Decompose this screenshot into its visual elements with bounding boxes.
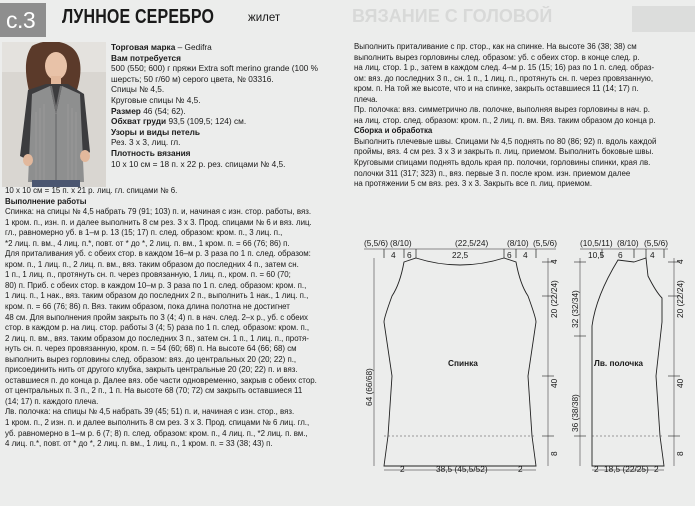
- front-edge-mark-1: 2: [594, 464, 599, 474]
- back-left-height: 64 (66/68): [364, 368, 374, 406]
- text-line: на протяжении 5 см вяз. рез. 3 х 3. Закрыть все п. лиц. приемом.: [354, 179, 593, 189]
- materials-line: Узоры и виды петель: [111, 126, 201, 137]
- text-line: выполнить вырез горловины след. образом: уб. с обеих стор. в конце след. р.: [354, 52, 640, 62]
- text-line: 1 лиц. п., 1 нак., вяз. таким образом до последних 2 п., выполнить 1 нак., 1 лиц. п.,: [5, 291, 309, 301]
- front-top-val-3: 4: [650, 250, 655, 260]
- text-line: нуть сн. п. через провязанную, кром. п. = 54 (60; 68) п. На высоте 64 (66; 68) см: [5, 344, 297, 354]
- back-top-dim-1: (5,5/6): [364, 238, 388, 248]
- text-line: стор. в каждом р. на лиц. стор. работы 3 (4; 5) раза по 1 п. след. образом: кром. п.,: [5, 323, 310, 333]
- back-edge-mark-2: 2: [518, 464, 523, 474]
- page-subtitle: жилет: [248, 12, 281, 24]
- back-top-val-1: 4: [391, 250, 396, 260]
- materials-line: 10 х 10 см = 18 п. х 22 р. рез. спицами № 4,5.: [111, 158, 286, 169]
- front-left-h-2: 36 (38/38): [570, 394, 580, 432]
- front-top-dim-2: (8/10): [617, 238, 639, 248]
- text-line: от центральных п. 3 п., 2 п., 1 п. На высоте 68 (70; 72) см закрыть оставшиеся 11: [5, 386, 303, 396]
- text-line: плеча.: [354, 94, 378, 104]
- text-line: проймы, вяз. 4 см рез. 3 х 3 и закрыть п. лиц. приемом. Выполнить боковые швы.: [354, 147, 654, 157]
- back-bottom-width: 38,5 (45,5/52): [436, 464, 488, 474]
- text-line: 1 кром. п., 2 изн. п. и далее выполнить 8 см рез. 3 х 3. Прод. спицами № 6 лиц. гл.,: [5, 418, 310, 428]
- front-right-h-1: 4: [675, 259, 685, 264]
- section-heading: Сборка и обработка: [354, 126, 433, 136]
- text-line: выполнить вырез горловины след. образом: вяз. до центральных 20 (20; 22) п.,: [5, 354, 297, 364]
- front-top-dim-1: (10,5/11): [580, 238, 613, 248]
- text-line: Спинка: на спицы № 4,5 набрать 79 (91; 103) п. и, начиная с изн. стор. работы, вяз.: [5, 207, 312, 217]
- materials-line: Рез. 3 х 3, лиц. гл.: [111, 137, 181, 148]
- materials-block: [111, 42, 343, 169]
- text-line: Пр. полочка: вяз. симметрично лв. полочке, выполняя вырез горловины в нач. р.: [354, 105, 650, 115]
- page-title: ЛУННОЕ СЕРЕБРО: [62, 6, 215, 28]
- text-line: 10 х 10 см = 15 п. х 21 р. лиц. гл. спицами № 6.: [5, 186, 178, 195]
- text-line: Выполнить плечевые швы. Спицами № 4,5 поднять по 80 (86; 92) п. вдоль каждой: [354, 136, 657, 146]
- back-edge-mark-1: 2: [400, 464, 405, 474]
- text-line: 48 см. Для выполнения пройм закрыть по 3 (4; 4) п. в нач. след. 2–х р., уб. с обеих: [5, 312, 308, 322]
- show-through-header: [352, 6, 695, 32]
- text-line: уб. равномерно в 1–м р. 6 (7; 8) п. след. образом: кром. п., 4 лиц. п., *2 лиц. п. вм.,: [5, 428, 308, 438]
- materials-line: Размер 46 (54; 62).: [111, 105, 186, 116]
- back-top-dim-3: (22,5/24): [455, 238, 489, 248]
- section-heading: Выполнение работы: [5, 196, 87, 206]
- materials-line: Плотность вязания: [111, 147, 191, 158]
- text-line: на лиц. стор. след. образом: кром. п., 2 лиц. п. вм. Вяз. таким образом до конца р.: [354, 115, 656, 125]
- instructions-right-column: [354, 42, 692, 190]
- text-line: 2 лиц. п. вм., вяз. таким образом до последних 3 п., затем сн. 1 п., 1 лиц. п., протя-: [5, 333, 309, 343]
- materials-line: Круговые спицы № 4,5.: [111, 94, 201, 105]
- text-line: (14; 17) п. каждого плеча.: [5, 396, 99, 406]
- text-line: полочки 311 (317; 323) п., вяз. первые 3 п. после кром. изн. приемом далее: [354, 168, 631, 178]
- front-edge-mark-2: 2: [654, 464, 659, 474]
- back-label: Спинка: [448, 358, 478, 368]
- text-line: гл., равномерно уб. в 1–м р. 13 (15; 17) п. след. образом: кром. п., 3 лиц. п.,: [5, 228, 283, 238]
- ghost-tab: [632, 6, 695, 32]
- front-left-h-1: 32 (32/34): [570, 290, 580, 328]
- front-right-h-4: 8: [675, 451, 685, 456]
- front-label: Лв. полочка: [594, 358, 644, 368]
- text-line: Лв. полочка: на спицы № 4,5 набрать 39 (45; 51) п. и, начиная с изн. стор., вяз.: [5, 407, 295, 417]
- materials-line: Торговая марка – Gedifra: [111, 42, 212, 52]
- materials-line: Спицы № 4,5.: [111, 84, 165, 95]
- back-top-val-5: 4: [523, 250, 528, 260]
- page-number-tab: с.3: [0, 3, 46, 37]
- instructions-left-column: [5, 186, 343, 450]
- materials-line: 500 (550; 600) г пряжи Extra soft merino grande (100 % шерсть; 50 г/60 м) серого цвета, № 03316.: [111, 63, 319, 84]
- text-line: 1 кром. п., изн. п. и далее выполнить 8 см рез. 3 х 3. Прод. спицами № 6 и вяз. лиц.: [5, 217, 312, 227]
- back-top-val-3: 22,5: [452, 250, 469, 260]
- back-top-dim-5: (5,5/6): [533, 238, 557, 248]
- text-line: кром. п. = 66 (76; 86) п. Вяз. таким образом, пока длина полотна не достигнет: [5, 302, 290, 312]
- text-line: 4 лиц. п.*, повт. от * до *, 2 лиц. п. вм., 1 лиц. п., 1 кром. п. = 33 (38; 43) п.: [5, 439, 273, 449]
- model-photo-image: [2, 42, 106, 187]
- back-top-dim-4: (8/10): [507, 238, 529, 248]
- text-line: 80) п. Приб. с обеих стор. в каждом 10–м р. 3 раза по 1 п. след. образом: кром. п.,: [5, 280, 307, 290]
- materials-line: Обхват груди 93,5 (109,5; 124) см.: [111, 116, 247, 127]
- text-line: на лиц. стор. 1 р., затем в каждом след. 4–м р. 15 (15; 16) раз по 1 п. след. образ-: [354, 63, 655, 73]
- materials-line: Вам потребуется: [111, 52, 181, 63]
- front-bottom-width: 18,5 (22/25): [604, 464, 649, 474]
- front-right-h-2: 20 (22/24): [675, 280, 685, 318]
- front-right-h-3: 40: [675, 378, 685, 388]
- text-line: *2 лиц. п. вм., 4 лиц. п.*, повт. от * до *, 2 лиц. п. вм., 1 кром. п. = 66 (76; 86) п.: [5, 238, 290, 248]
- text-line: Для приталивания уб. с обеих стор. в каждом 16–м р. 3 раза по 1 п. след. образом:: [5, 249, 311, 259]
- back-top-dim-2: (8/10): [390, 238, 412, 248]
- ghost-title: ВЯЗАНИЕ С ГОЛОВОЙ: [352, 6, 553, 26]
- back-right-h-3: 40: [549, 378, 559, 388]
- text-line: оставшиеся п. до конца р. Далее вяз. обе части одновременно, закрыв с обеих стор.: [5, 375, 317, 385]
- text-line: ом: вяз. до последних 3 п., сн. 1 п., 1 лиц. п., протянуть сн. п. через провязанную,: [354, 73, 654, 83]
- front-top-val-2: 6: [618, 250, 623, 260]
- text-line: 1 п., 1 лиц. п., протянуть сн. п. через провязанную, 1 лиц. п., кром. п. = 60 (70;: [5, 270, 291, 280]
- pattern-diagram: [356, 236, 695, 506]
- text-line: присоединить нить от другого клубка, закрыть центральные 20 (20; 22) п. и вяз.: [5, 365, 298, 375]
- back-right-h-4: 8: [549, 451, 559, 456]
- front-top-dim-3: (5,5/6): [644, 238, 668, 248]
- front-top-val-1: 10,5: [588, 250, 605, 260]
- text-line: Круговыми спицами поднять вдоль края пр. полочки, горловины спинки, края лв.: [354, 158, 651, 168]
- text-line: Выполнить приталивание с пр. стор., как на спинке. На высоте 36 (38; 38) см: [354, 42, 637, 51]
- text-line: кром. п., 1 лиц. п., 2 лиц. п. вм., вяз. таким образом до последних 4 п., затем сн.: [5, 259, 299, 269]
- back-top-val-4: 6: [507, 250, 512, 260]
- model-photo: [2, 42, 106, 187]
- text-line: кром. п. На той же высоте, что и на спинке, закрыть оставшиеся 11 (14; 17) п.: [354, 84, 639, 94]
- page-header: [0, 0, 695, 40]
- back-top-val-2: 6: [407, 250, 412, 260]
- back-right-h-1: 4: [549, 259, 559, 264]
- back-right-h-2: 20 (22/24): [549, 280, 559, 318]
- pattern-diagram-svg: [356, 236, 695, 506]
